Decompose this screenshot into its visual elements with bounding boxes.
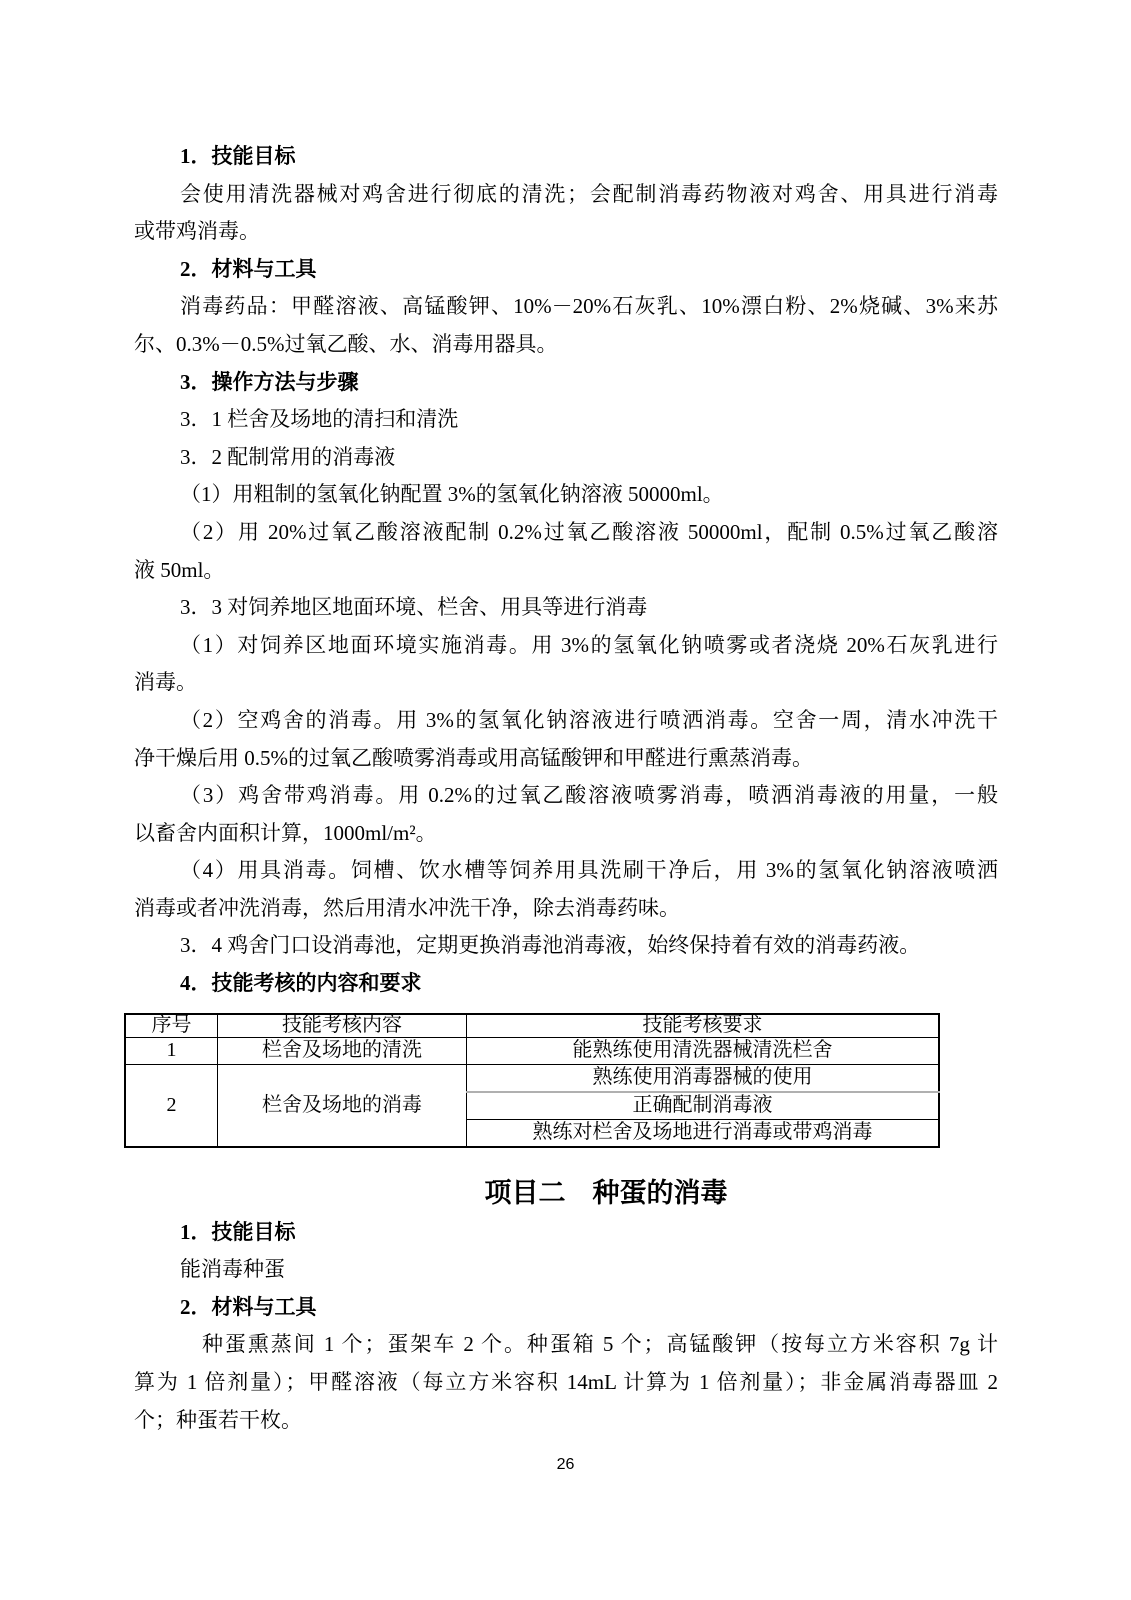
section-heading: 1．技能目标 <box>180 144 296 168</box>
table-cell-no: 1 <box>125 1037 218 1064</box>
section-heading: 4．技能考核的内容和要求 <box>180 971 422 996</box>
paragraph-line: （2）用 20%过氧乙酸溶液配制 0.2%过氧乙酸溶液 50000ml，配制 0.5%过氧乙酸溶 <box>180 519 998 544</box>
table-row <box>125 1064 939 1092</box>
paragraph-line: （4）用具消毒。饲槽、饮水槽等饲养用具洗刷干净后，用 3%的氢氧化钠溶液喷洒 <box>180 858 998 883</box>
paragraph-line: 算为 1 倍剂量）；甲醛溶液（每立方米容积 14mL 计算为 1 倍剂量）；非金属消毒器皿 2 <box>134 1370 998 1395</box>
paragraph-line: 或带鸡消毒。 <box>134 219 260 244</box>
paragraph-line: 个；种蛋若干枚。 <box>134 1407 302 1432</box>
paragraph-line: 消毒药品：甲醛溶液、高锰酸钾、10%－20%石灰乳、10%漂白粉、2%烧碱、3%来苏 <box>180 294 998 319</box>
page-number: 26 <box>556 1456 575 1473</box>
paragraph-line: 液 50ml。 <box>134 557 225 582</box>
paragraph-line: （1）用粗制的氢氧化钠配置 3%的氢氧化钠溶液 50000ml。 <box>180 482 724 507</box>
paragraph-line: 以畜舍内面积计算，1000ml/m²。 <box>134 820 437 845</box>
table-cell-content: 栏舍及场地的清洗 <box>218 1037 467 1064</box>
table-cell-req: 熟练使用消毒器械的使用 <box>467 1064 940 1092</box>
table-header-row <box>125 1014 939 1038</box>
paragraph-line: 消毒。 <box>134 670 197 695</box>
subsection-line: 3．3 对饲养地区地面环境、栏舍、用具等进行消毒 <box>180 595 648 620</box>
table-cell-req: 熟练对栏舍及场地进行消毒或带鸡消毒 <box>467 1119 940 1147</box>
paragraph-line: 消毒或者冲洗消毒，然后用清水冲洗干净，除去消毒药味。 <box>134 895 680 920</box>
table-cell-req: 正确配制消毒液 <box>467 1092 940 1120</box>
paragraph-line: 尔、0.3%－0.5%过氧乙酸、水、消毒用器具。 <box>134 331 558 356</box>
table-header-cell: 技能考核要求 <box>467 1014 940 1038</box>
table-row <box>125 1037 939 1064</box>
subsection-line: 3．4 鸡舍门口设消毒池，定期更换消毒池消毒液，始终保持着有效的消毒药液。 <box>180 933 921 958</box>
table-cell-no: 2 <box>125 1064 218 1147</box>
paragraph-line: （1）对饲养区地面环境实施消毒。用 3%的氢氧化钠喷雾或者浇烧 20%石灰乳进行 <box>180 632 998 657</box>
subsection-line: 3．1 栏舍及场地的清扫和清洗 <box>180 407 459 432</box>
table-header-cell: 序号 <box>125 1014 218 1038</box>
paragraph-line: 会使用清洗器械对鸡舍进行彻底的清洗；会配制消毒药物液对鸡舍、用具进行消毒 <box>180 181 998 206</box>
paragraph-line: 净干燥后用 0.5%的过氧乙酸喷雾消毒或用高锰酸钾和甲醛进行熏蒸消毒。 <box>134 745 813 770</box>
paragraph-line: （2）空鸡舍的消毒。用 3%的氢氧化钠溶液进行喷洒消毒。空舍一周，清水冲洗干 <box>180 707 998 732</box>
document-content <box>134 138 998 1439</box>
subsection-line: 3．2 配制常用的消毒液 <box>180 444 396 469</box>
assessment-table <box>124 1013 940 1148</box>
paragraph-line: （3）鸡舍带鸡消毒。用 0.2%的过氧乙酸溶液喷雾消毒，喷洒消毒液的用量，一般 <box>180 783 998 808</box>
table-cell-content: 栏舍及场地的消毒 <box>218 1064 467 1147</box>
table-header-cell: 技能考核内容 <box>218 1014 467 1038</box>
paragraph-line: 能消毒种蛋 <box>180 1257 285 1282</box>
section-heading: 2．材料与工具 <box>180 256 317 281</box>
section-heading: 3．操作方法与步骤 <box>180 369 359 394</box>
section-heading: 1．技能目标 <box>180 1219 296 1244</box>
paragraph-line: 种蛋熏蒸间 1 个；蛋架车 2 个。种蛋箱 5 个；高锰酸钾（按每立方米容积 7g 计 <box>202 1332 998 1357</box>
table-cell-req: 能熟练使用清洗器械清洗栏舍 <box>467 1037 940 1064</box>
section-heading: 2．材料与工具 <box>180 1294 317 1319</box>
project-title: 项目二 种蛋的消毒 <box>484 1177 728 1208</box>
